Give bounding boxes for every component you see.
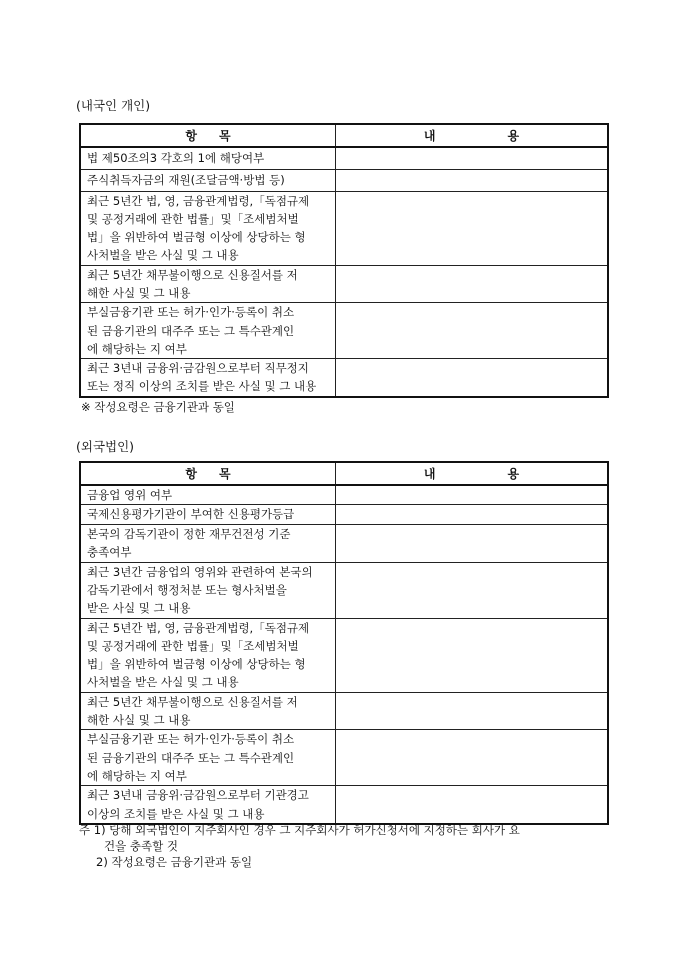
- item-cell: [80, 730, 336, 786]
- content-cell[interactable]: [336, 505, 609, 524]
- content-cell[interactable]: [336, 524, 609, 562]
- content-cell[interactable]: [336, 191, 609, 265]
- item-line: 에 해당하는 지 여부: [87, 341, 187, 356]
- item-cell: [80, 147, 336, 169]
- item-cell: [80, 191, 336, 265]
- item-line: 최근 5년간 채무불이행으로 신용질서를 저: [87, 267, 298, 282]
- item-line: 최근 5년간 법, 영, 금융관계법령,「독점규제: [87, 193, 310, 208]
- foreign-section-title: (외국법인): [76, 439, 135, 454]
- item-line: 이상의 조치를 받은 사실 및 그 내용: [87, 806, 265, 821]
- foreign-table: [79, 461, 609, 825]
- item-line: 및 공정거래에 관한 법률」및「조세범처벌: [87, 211, 299, 226]
- item-line: 법」을 위반하여 벌금형 이상에 상당하는 형: [87, 230, 306, 245]
- content-cell[interactable]: [336, 485, 609, 505]
- content-cell[interactable]: [336, 692, 609, 730]
- content-cell[interactable]: [336, 786, 609, 824]
- table-row: [80, 786, 608, 824]
- table-header-row: [80, 462, 608, 485]
- table-row: [80, 618, 608, 692]
- header-item: 항목: [80, 124, 336, 147]
- item-line: 사처벌을 받은 사실 및 그 내용: [87, 248, 239, 263]
- item-line: 부실금융기관 또는 허가·인가·등록이 취소: [87, 305, 295, 320]
- item-line: 감독기관에서 행정처분 또는 형사처벌을: [87, 582, 287, 597]
- item-cell: [80, 485, 336, 505]
- item-line: 된 금융기관의 대주주 또는 그 특수관계인: [87, 323, 295, 338]
- item-line: 해한 사실 및 그 내용: [87, 713, 191, 728]
- item-line: 법」을 위반하여 벌금형 이상에 상당하는 형: [87, 657, 306, 672]
- item-cell: [80, 562, 336, 618]
- content-cell[interactable]: [336, 169, 609, 191]
- item-cell: [80, 524, 336, 562]
- item-line: 최근 5년간 법, 영, 금융관계법령,「독점규제: [87, 620, 310, 635]
- item-line: 부실금융기관 또는 허가·인가·등록이 취소: [87, 732, 295, 747]
- table-row: [80, 692, 608, 730]
- item-line: 주식취득자금의 재원(조달금액·방법 등): [87, 172, 285, 187]
- item-line: 충족여부: [87, 545, 132, 560]
- table-row: [80, 562, 608, 618]
- item-cell: [80, 618, 336, 692]
- item-cell: [80, 505, 336, 524]
- foreign-note-2: 2) 작성요령은 금융기관과 동일: [96, 855, 253, 869]
- table-row: [80, 730, 608, 786]
- item-cell: [80, 265, 336, 303]
- item-cell: [80, 169, 336, 191]
- foreign-note-1b: 건을 충족할 것: [104, 839, 178, 853]
- content-cell[interactable]: [336, 562, 609, 618]
- table-row: [80, 191, 608, 265]
- table-row: [80, 147, 608, 169]
- item-line: 법 제50조의3 각호의 1에 해당여부: [87, 151, 265, 166]
- content-cell[interactable]: [336, 147, 609, 169]
- domestic-table: [79, 123, 609, 398]
- item-line: 국제신용평가기관이 부여한 신용평가등급: [87, 507, 295, 522]
- item-line: 금융업 영위 여부: [87, 488, 173, 502]
- item-line: 최근 3년간 금융업의 영위와 관련하여 본국의: [87, 564, 313, 579]
- table-row: [80, 169, 608, 191]
- content-cell[interactable]: [336, 618, 609, 692]
- foreign-note-1a: 주 1) 당해 외국법인이 지주회사인 경우 그 지주회사가 허가신청서에 지정하는 회사가 요: [79, 823, 520, 837]
- table-row: [80, 524, 608, 562]
- item-line: 받은 사실 및 그 내용: [87, 601, 191, 616]
- item-line: 본국의 감독기관이 정한 재무건전성 기준: [87, 526, 291, 541]
- domestic-section-title: (내국인 개인): [76, 98, 151, 113]
- table-row: [80, 505, 608, 524]
- item-cell: [80, 692, 336, 730]
- content-cell[interactable]: [336, 303, 609, 359]
- table-row: [80, 265, 608, 303]
- table-header-row: [80, 124, 608, 147]
- content-cell[interactable]: [336, 359, 609, 397]
- item-line: 된 금융기관의 대주주 또는 그 특수관계인: [87, 750, 295, 765]
- item-line: 사처벌을 받은 사실 및 그 내용: [87, 675, 239, 690]
- item-line: 해한 사실 및 그 내용: [87, 285, 191, 300]
- header-item: 항목: [80, 462, 336, 485]
- item-line: 및 공정거래에 관한 법률」및「조세범처벌: [87, 638, 299, 653]
- item-cell: [80, 303, 336, 359]
- item-line: 또는 정직 이상의 조치를 받은 사실 및 그 내용: [87, 379, 317, 394]
- item-cell: [80, 786, 336, 824]
- content-cell[interactable]: [336, 265, 609, 303]
- item-line: 최근 3년내 금융위·금감원으로부터 기관경고: [87, 788, 309, 803]
- header-content: 내용: [336, 124, 609, 147]
- item-line: 최근 3년내 금융위·금감원으로부터 직무정지: [87, 361, 309, 376]
- item-line: 최근 5년간 채무불이행으로 신용질서를 저: [87, 694, 298, 709]
- content-cell[interactable]: [336, 730, 609, 786]
- table-row: [80, 303, 608, 359]
- item-cell: [80, 359, 336, 397]
- table-row: [80, 359, 608, 397]
- domestic-note: ※ 작성요령은 금융기관과 동일: [81, 400, 235, 414]
- item-line: 에 해당하는 지 여부: [87, 768, 187, 783]
- table-row: [80, 485, 608, 505]
- header-content: 내용: [336, 462, 609, 485]
